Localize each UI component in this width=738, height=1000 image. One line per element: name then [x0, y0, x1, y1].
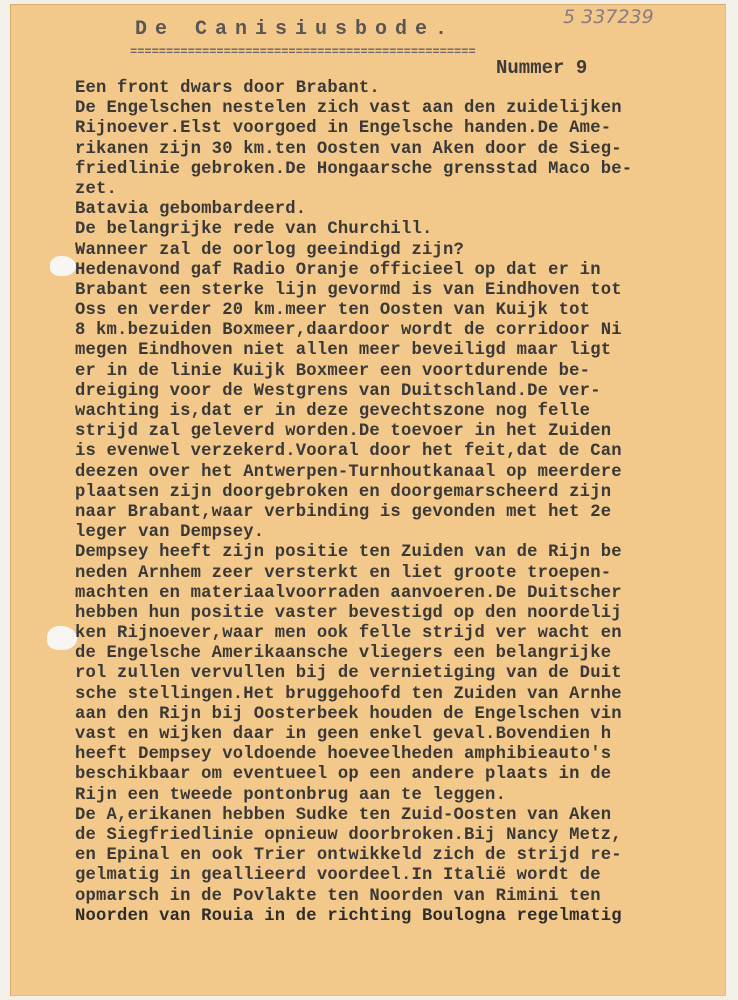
- punch-hole: [47, 626, 77, 650]
- text-line: Oss en verder 20 km.meer ten Oosten van Kuijk tot: [75, 301, 591, 321]
- text-line: De Engelschen nestelen zich vast aan den zuidelijken: [75, 99, 622, 119]
- text-line: Wanneer zal de oorlog geeindigd zijn?: [75, 240, 465, 260]
- text-line: De belangrijke rede van Churchill.: [75, 220, 433, 240]
- text-line: dreiging voor de Westgrens van Duitschland.De ver-: [75, 381, 601, 401]
- text-line: Een front dwars door Brabant.: [75, 79, 380, 98]
- text-line: opmarsch in de Povlakte ten Noorden van Rimini ten: [75, 886, 601, 906]
- text-line: De A,erikanen hebben Sudke ten Zuid-Oosten van Aken: [75, 805, 612, 825]
- text-line: is evenwel verzekerd.Vooral door het feit,dat de Can: [75, 442, 622, 462]
- text-line: rikanen zijn 30 km.ten Oosten van Aken door de Sieg-: [75, 139, 622, 159]
- text-line: Noorden van Rouia in de richting Boulogna regelmatig: [75, 906, 622, 926]
- text-line: ken Rijnoever,waar men ook felle strijd ver wacht en: [75, 624, 622, 644]
- archive-number: 5 337239: [563, 6, 654, 28]
- text-line: plaatsen zijn doorgebroken en doorgemarscheerd zijn: [75, 482, 612, 502]
- text-line: er in de linie Kuijk Boxmeer een voortdurende be-: [75, 361, 591, 381]
- text-line: rol zullen vervullen bij de vernietiging van de Duit: [75, 664, 622, 684]
- text-line: Batavia gebombardeerd.: [75, 200, 307, 220]
- text-line: 8 km.bezuiden Boxmeer,daardoor wordt de corridoor Ni: [75, 321, 622, 341]
- text-line: deezen over het Antwerpen-Turnhoutkanaal op meerdere: [75, 462, 622, 482]
- body-text: [75, 79, 632, 927]
- text-line: Brabant een sterke lijn gevormd is van Eindhoven tot: [75, 280, 622, 300]
- text-line: leger van Dempsey.: [75, 523, 265, 543]
- text-line: neden Arnhem zeer versterkt en liet groote troepen-: [75, 563, 612, 583]
- punch-hole: [50, 256, 76, 276]
- text-line: strijd zal geleverd worden.De toevoer in het Zuiden: [75, 422, 612, 442]
- typewritten-page: [10, 4, 726, 996]
- text-line: wachting is,dat er in deze gevechtszone nog felle: [75, 402, 591, 421]
- text-line: machten en materiaalvoorraden aanvoeren.De Duitscher: [75, 583, 622, 603]
- text-line: gelmatig in geallieerd voordeel.In Italië wordt de: [75, 866, 601, 886]
- text-line: zet.: [75, 179, 118, 199]
- text-line: Hedenavond gaf Radio Oranje officieel op dat er in: [75, 260, 601, 280]
- text-line: Dempsey heeft zijn positie ten Zuiden van de Rijn be: [75, 543, 622, 563]
- text-line: de Siegfriedlinie opnieuw doorbroken.Bij Nancy Metz,: [75, 825, 622, 845]
- text-line: Rijn een tweede pontonbrug aan te leggen.: [75, 785, 507, 805]
- newsletter-title: De Canisiusbode.: [135, 18, 456, 41]
- title-underline: ================================================: [130, 45, 476, 59]
- text-line: vast en wijken daar in geen enkel geval.Bovendien h: [75, 725, 612, 744]
- text-line: beschikbaar om eventueel op een andere plaats in de: [75, 765, 612, 785]
- text-line: de Engelsche Amerikaansche vliegers een belangrijke: [75, 644, 612, 664]
- text-line: aan den Rijn bij Oosterbeek houden de Engelschen vin: [75, 704, 622, 724]
- text-line: en Epinal en ook Trier ontwikkeld zich de strijd re-: [75, 846, 622, 866]
- text-line: sche stellingen.Het bruggehoofd ten Zuiden van Arnhe: [75, 684, 622, 704]
- issue-number: Nummer 9: [496, 57, 588, 79]
- text-line: heeft Dempsey voldoende hoeveelheden amphibieauto's: [75, 745, 612, 765]
- text-line: Rijnoever.Elst voorgoed in Engelsche handen.De Ame-: [75, 119, 612, 139]
- text-line: naar Brabant,waar verbinding is gevonden met het 2e: [75, 502, 612, 522]
- text-line: friedlinie gebroken.De Hongaarsche grensstad Maco be-: [75, 159, 633, 179]
- text-line: hebben hun positie vaster bevestigd op den noordelij: [75, 603, 622, 623]
- text-line: megen Eindhoven niet allen meer beveiligd maar ligt: [75, 341, 612, 361]
